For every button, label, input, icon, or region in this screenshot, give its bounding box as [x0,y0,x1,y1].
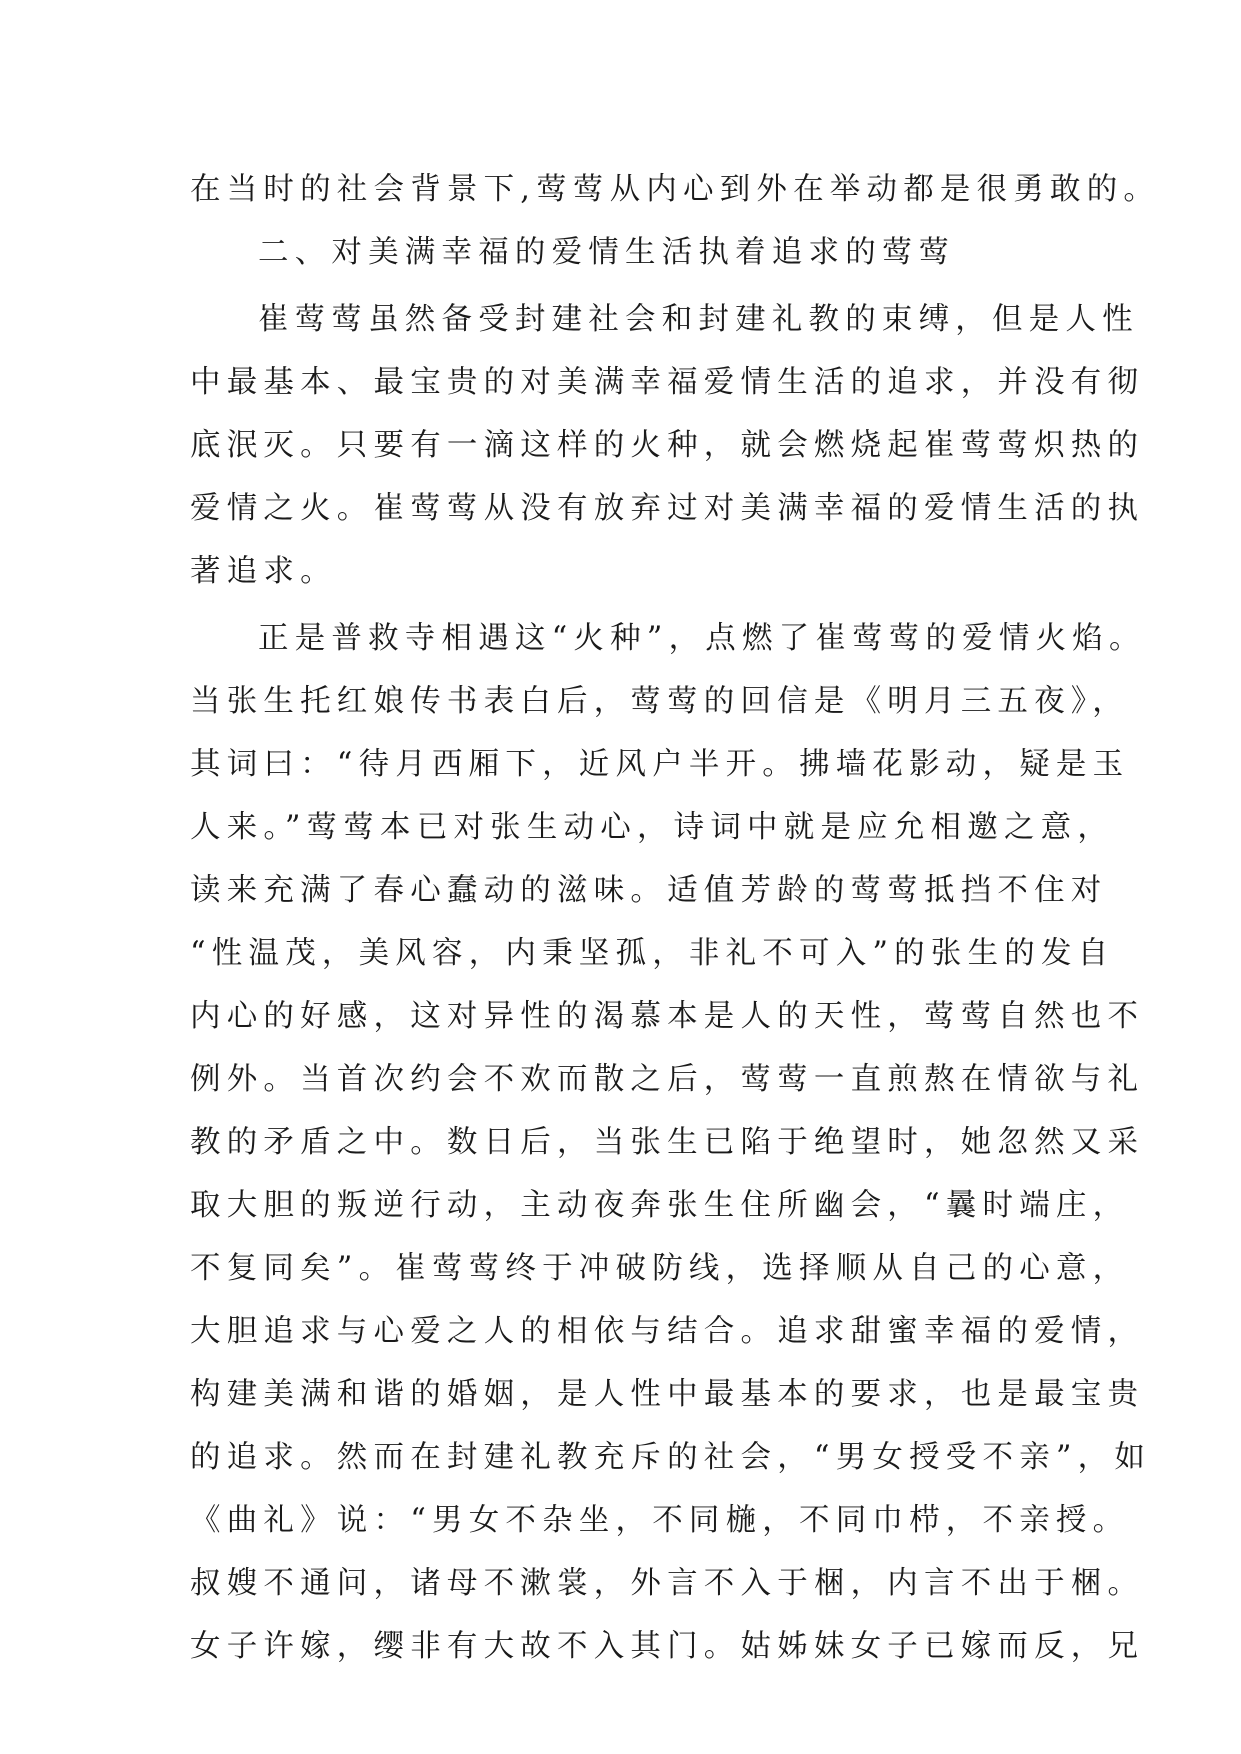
text-line: 《曲礼》说：“男女不杂坐，不同椸，不同巾栉，不亲授。 [190,1503,1130,1538]
text-line: 大胆追求与心爱之人的相依与结合。追求甜蜜幸福的爱情， [190,1314,1145,1349]
text-line: 中最基本、最宝贵的对美满幸福爱情生活的追求，并没有彻 [190,365,1145,400]
text-line: 崔莺莺虽然备受封建社会和封建礼教的束缚，但是人性 [258,302,1139,337]
text-line: 正是普救寺相遇这“火种”，点燃了崔莺莺的爱情火焰。 [258,621,1146,656]
text-line: 读来充满了春心蠢动的滋味。适值芳龄的莺莺抵挡不住对 [190,873,1108,908]
text-line: 取大胆的叛逆行动，主动夜奔张生住所幽会，“曩时端庄， [190,1188,1130,1223]
text-line: “性温茂，美风容，内秉坚孤，非礼不可入”的张生的发自 [190,936,1115,971]
text-line: 叔嫂不通问，诸母不漱裳，外言不入于梱，内言不出于梱。 [190,1566,1145,1601]
document-body [190,158,1161,1678]
text-line: 当张生托红娘传书表白后，莺莺的回信是《明月三五夜》， [190,684,1129,719]
text-line: 构建美满和谐的婚姻，是人性中最基本的要求，也是最宝贵 [190,1377,1145,1412]
text-line: 在当时的社会背景下,莺莺从内心到外在举动都是很勇敢的。 [190,172,1161,207]
text-line: 底泯灭。只要有一滴这样的火种，就会燃烧起崔莺莺炽热的 [190,428,1145,463]
text-line: 爱情之火。崔莺莺从没有放弃过对美满幸福的爱情生活的执 [190,491,1145,526]
text-line: 著追求。 [190,554,337,589]
section-heading: 二、对美满幸福的爱情生活执着追求的莺莺 [258,235,956,270]
text-line: 例外。当首次约会不欢而散之后，莺莺一直煎熬在情欲与礼 [190,1062,1145,1097]
text-line: 人来。”莺莺本已对张生动心，诗词中就是应允相邀之意， [190,810,1115,845]
text-line: 教的矛盾之中。数日后，当张生已陷于绝望时，她忽然又采 [190,1125,1145,1160]
text-line: 内心的好感，这对异性的渴慕本是人的天性，莺莺自然也不 [190,999,1145,1034]
text-line: 不复同矣”。崔莺莺终于冲破防线，选择顺从自己的心意， [190,1251,1130,1286]
text-line: 女子许嫁，缨非有大故不入其门。姑姊妹女子已嫁而反，兄 [190,1629,1145,1664]
text-line: 其词曰：“待月西厢下，近风户半开。拂墙花影动，疑是玉 [190,747,1130,782]
text-line: 的追求。然而在封建礼教充斥的社会，“男女授受不亲”，如 [190,1440,1152,1475]
